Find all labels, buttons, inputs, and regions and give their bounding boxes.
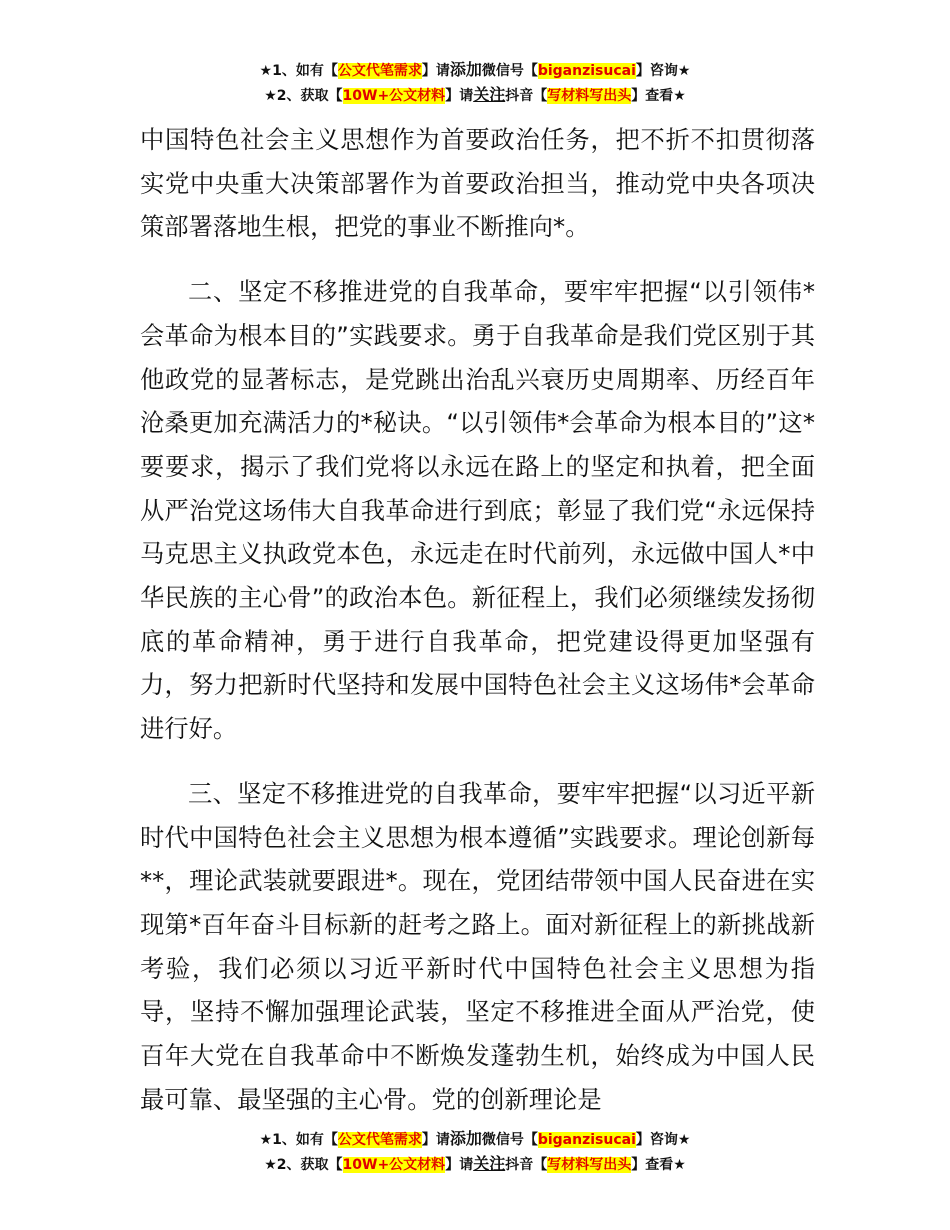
highlight-service: 公文代笔需求 (337, 63, 422, 79)
bracket: 】 (421, 63, 436, 79)
paragraph-1: 中国特色社会主义思想作为首要政治任务，把不折不扣贯彻落实党中央重大决策部署作为首要政治担当，推动党中央各项决策部署落地生根，把党的事业不断推向*。 (140, 125, 815, 242)
banner-suffix: 查看★ (645, 88, 686, 104)
bracket: 】 (421, 1132, 436, 1148)
bracket: 【 (533, 88, 548, 104)
banner-text: 请 (435, 1132, 450, 1148)
bracket: 】 (635, 63, 650, 79)
highlight-wechat-id: biganzisucai (537, 63, 636, 79)
banner-line-1 (0, 1127, 950, 1152)
bracket: 】 (631, 1157, 646, 1173)
banner-prefix: ★1、如有 (259, 63, 324, 79)
banner-text: 请 (435, 63, 450, 79)
bracket: 】 (445, 1157, 460, 1173)
banner-text: 抖音 (505, 1157, 534, 1173)
banner-text: 请 (459, 1157, 474, 1173)
bracket: 【 (533, 1157, 548, 1173)
bracket: 【 (523, 1132, 538, 1148)
paragraph-2: 二、坚定不移推进党的自我革命，要牢牢把握“以引领伟*会革命为根本目的”实践要求。勇于自我革命是我们党区别于其他政党的显著标志，是党跳出治乱兴衰历史周期率、历经百年沧桑更加充满活力的*秘诀。“以引领伟*会革命为根本目的”这*要要求，揭示了我们党将以永远在路上的坚定和执着，把全面从严治党这场伟大自我革命进行到底；彰显了我们党“永远保持马克思主义执政党本色，永远走在时代前列，永远做中国人*中华民族的主心骨”的政治本色。新征程上，我们必须继续发扬彻底的革命精神，勇于进行自我革命，把党建设得更加坚强有力，努力把新时代坚持和发展中国特色社会主义这场伟*会革命进行好。 (140, 277, 815, 744)
paragraph-3: 三、坚定不移推进党的自我革命，要牢牢把握“以习近平新时代中国特色社会主义思想为根本遵循”实践要求。理论创新每**，理论武装就要跟进*。现在，党团结带领中国人民奋进在实现第*百年奋斗目标新的赶考之路上。面对新征程上的新挑战新考验，我们必须以习近平新时代中国特色社会主义思想为指导，坚持不懈加强理论武装，坚定不移推进全面从严治党，使百年大党在自我革命中不断焕发蓬勃生机，始终成为中国人民最可靠、最坚强的主心骨。党的创新理论是 (140, 778, 815, 1114)
bracket: 】 (635, 1132, 650, 1148)
banner-text: 请 (459, 88, 474, 104)
highlight-douyin-account: 写材料写出头 (547, 1157, 632, 1173)
bracket: 【 (323, 1132, 338, 1148)
bracket: 】 (631, 88, 646, 104)
banner-text: 微信号 (481, 1132, 524, 1148)
highlight-materials: 10W+公文材料 (342, 88, 446, 104)
banner-prefix: ★1、如有 (259, 1132, 324, 1148)
highlight-service: 公文代笔需求 (337, 1132, 422, 1148)
banner-emphasis: 添加 (449, 60, 482, 79)
bracket: 【 (323, 63, 338, 79)
bracket: 【 (523, 63, 538, 79)
banner-emphasis: 添加 (449, 1129, 482, 1148)
banner-line-1 (0, 58, 950, 83)
banner-line-2 (0, 83, 950, 108)
banner-emphasis: 关注 (473, 1154, 506, 1173)
banner-prefix: ★2、获取 (264, 88, 329, 104)
bracket: 】 (445, 88, 460, 104)
footer-banner (0, 1127, 950, 1177)
banner-emphasis: 关注 (473, 85, 506, 104)
banner-line-2 (0, 1152, 950, 1177)
banner-prefix: ★2、获取 (264, 1157, 329, 1173)
banner-text: 微信号 (481, 63, 524, 79)
banner-text: 抖音 (505, 88, 534, 104)
highlight-materials: 10W+公文材料 (342, 1157, 446, 1173)
document-body (140, 118, 815, 1121)
highlight-wechat-id: biganzisucai (537, 1132, 636, 1148)
banner-suffix: 咨询★ (649, 63, 691, 79)
banner-suffix: 咨询★ (649, 1132, 691, 1148)
bracket: 【 (328, 88, 343, 104)
highlight-douyin-account: 写材料写出头 (547, 88, 632, 104)
banner-suffix: 查看★ (645, 1157, 686, 1173)
header-banner (0, 58, 950, 108)
bracket: 【 (328, 1157, 343, 1173)
